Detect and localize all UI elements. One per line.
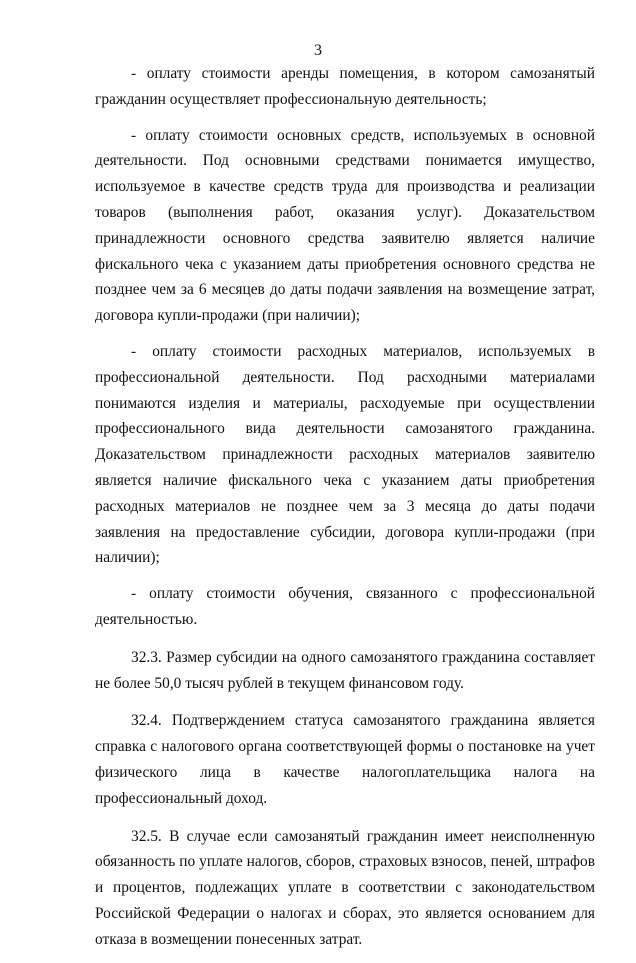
paragraph-32-3: 32.3. Размер субсидии на одного самозанятого гражданина составляет не более 50,0 тысяч рублей в текущем финансовом году. [95, 648, 595, 692]
paragraph-rent: - оплату стоимости аренды помещения, в котором самозанятый гражданин осуществляет профессиональную деятельность; [95, 65, 595, 108]
paragraph-fixed-assets: - оплату стоимости основных средств, используемых в основной деятельности. Под основными средствами понимается имущество, используемое в качестве средств труда для производства и реализации товаров (выполнения работ, оказания услуг). Доказательством принадлежности основного средства заявителю является наличие фискального чека с указанием даты приобретения основного средства не позднее чем за 6 месяцев до даты подачи заявления на возмещение затрат, договора купли-продажи (при наличии); [95, 126, 595, 325]
document-body [95, 61, 595, 963]
paragraph-materials: - оплату стоимости расходных материалов, используемых в профессиональной деятельности. Под расходными материалами понимаются изделия и материалы, расходуемые при осуществлении профессионального вида деятельности самозанятого гражданина. Доказательством принадлежности расходных материалов заявителю является наличие фискального чека с указанием даты приобретения расходных материалов не позднее чем за 3 месяца до даты подачи заявления на предоставление субсидии, договора купли-продажи (при наличии); [95, 342, 595, 567]
paragraph-32-4: 32.4. Подтверждением статуса самозанятого гражданина является справка с налогового органа соответствующей формы о постановке на учет физического лица в качестве налогоплательщика налога на профессиональный доход. [95, 712, 595, 807]
paragraph-32-5: 32.5. В случае если самозанятый гражданин имеет неисполненную обязанность по уплате налогов, сборов, страховых взносов, пеней, штрафов и процентов, подлежащих уплате в соответствии с законодательством Российской Федерации о налогах и сборах, это является основанием для отказа в возмещении понесенных затрат. [95, 827, 595, 948]
page-number: 3 [314, 42, 322, 59]
paragraph-training: - оплату стоимости обучения, связанного с профессиональной деятельностью. [95, 585, 595, 628]
